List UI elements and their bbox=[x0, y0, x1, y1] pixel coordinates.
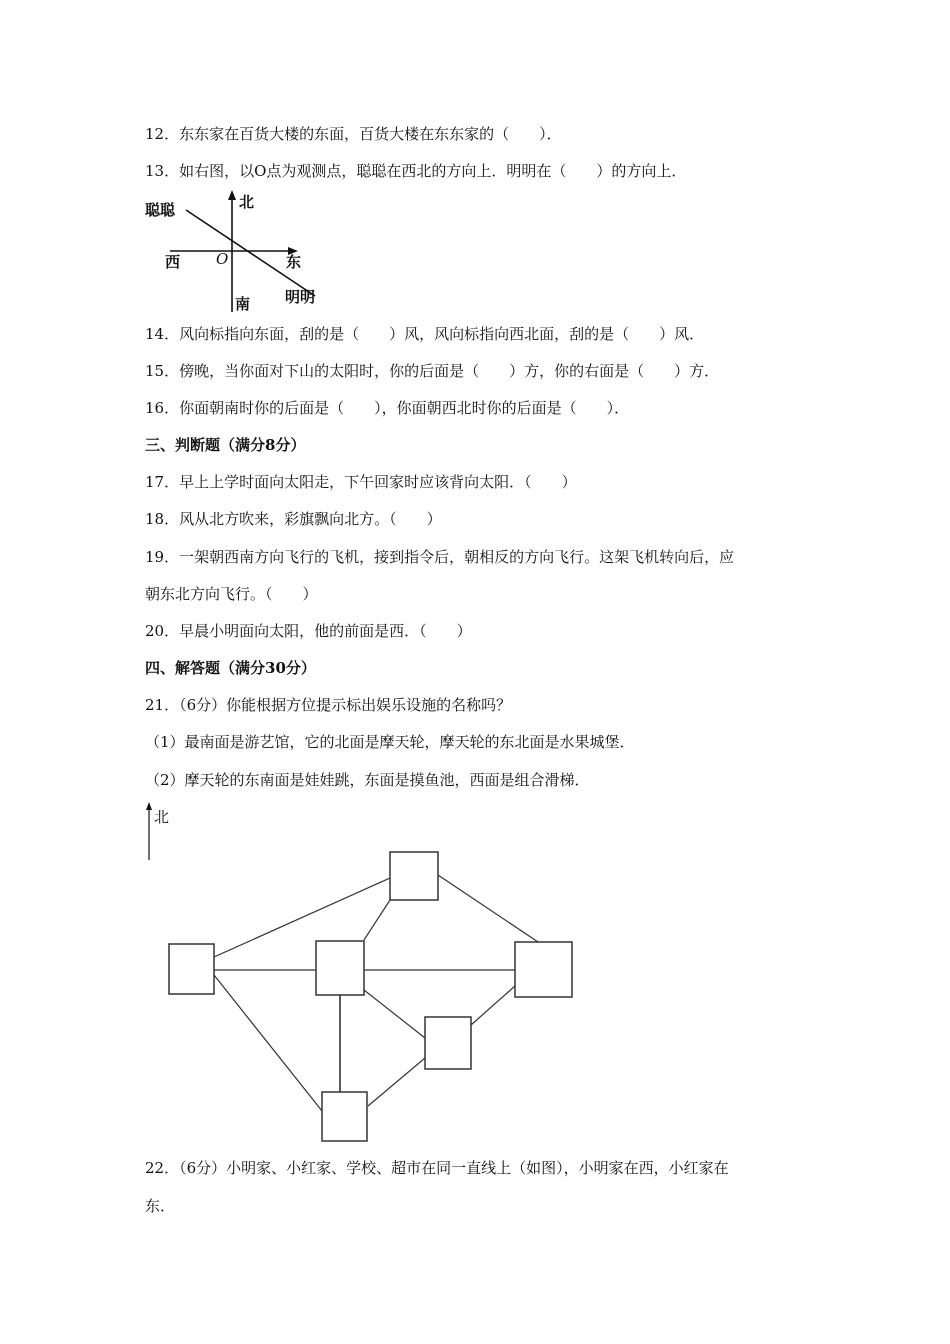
question-21-hint-2: （2）摩天轮的东南面是娃娃跳，东面是摸鱼池，西面是组合滑梯． bbox=[145, 771, 590, 789]
facility-box-center bbox=[316, 941, 364, 995]
question-18: 18．风从北方吹来，彩旗飘向北方。（ ） bbox=[145, 510, 442, 528]
amusement-map-figure bbox=[140, 800, 600, 1145]
question-22-line-2: 东． bbox=[145, 1197, 176, 1215]
compass-north-label: 北 bbox=[239, 193, 255, 211]
facility-box-east bbox=[515, 942, 572, 997]
question-15: 15．傍晚，当你面对下山的太阳时，你的后面是（ ）方，你的右面是（ ）方． bbox=[145, 362, 720, 380]
question-19-line-2: 朝东北方向飞行。（ ） bbox=[145, 585, 318, 603]
path-north-to-east bbox=[438, 875, 538, 942]
section-4-heading: 四、解答题（满分30分） bbox=[145, 659, 316, 677]
question-21: 21．（6分）你能根据方位提示标出娱乐设施的名称吗？ bbox=[145, 696, 512, 714]
question-16: 16．你面朝南时你的后面是（ ），你面朝西北时你的后面是（ ）． bbox=[145, 399, 630, 417]
amusement-map-diagram bbox=[140, 800, 600, 1145]
map-north-arrowhead bbox=[146, 802, 152, 810]
compass-east-label: 东 bbox=[286, 253, 302, 271]
map-north-label: 北 bbox=[154, 808, 170, 826]
path-west-to-south bbox=[214, 975, 326, 1116]
facility-box-west bbox=[169, 944, 214, 994]
facility-box-north bbox=[390, 852, 438, 900]
compass-west-label: 西 bbox=[165, 253, 181, 271]
mingming-label: 明明 bbox=[285, 288, 316, 306]
question-19-line-1: 19．一架朝西南方向飞行的飞机，接到指令后，朝相反的方向飞行。这架飞机转向后，应 bbox=[145, 548, 735, 566]
question-21-hint-1: （1）最南面是游艺馆，它的北面是摩天轮，摩天轮的东北面是水果城堡． bbox=[145, 733, 635, 751]
compass-south-label: 南 bbox=[235, 295, 251, 313]
north-arrowhead bbox=[228, 190, 236, 200]
section-3-heading: 三、判断题（满分8分） bbox=[145, 436, 306, 454]
question-20: 20．早晨小明面向太阳，他的前面是西．（ ） bbox=[145, 622, 472, 640]
facility-box-southeast bbox=[425, 1017, 471, 1069]
congcong-label: 聪聪 bbox=[145, 201, 176, 219]
path-center-to-southeast bbox=[364, 990, 425, 1038]
path-north-to-center bbox=[364, 900, 390, 940]
question-12: 12．东东家在百货大楼的东面，百货大楼在东东家的（ ）． bbox=[145, 125, 562, 143]
compass-origin-label: O bbox=[216, 250, 229, 268]
question-13: 13．如右图，以O点为观测点，聪聪在西北的方向上．明明在（ ）的方向上． bbox=[145, 162, 687, 180]
question-17: 17．早上上学时面向太阳走，下午回家时应该背向太阳．（ ） bbox=[145, 473, 577, 491]
question-14: 14．风向标指向东面，刮的是（ ）风，风向标指向西北面，刮的是（ ）风． bbox=[145, 325, 705, 343]
compass-figure bbox=[140, 188, 340, 318]
question-22-line-1: 22．（6分）小明家、小红家、学校、超市在同一直线上（如图），小明家在西，小红家在 bbox=[145, 1159, 729, 1177]
facility-box-south bbox=[322, 1092, 367, 1141]
path-southeast-to-south bbox=[368, 1058, 425, 1106]
